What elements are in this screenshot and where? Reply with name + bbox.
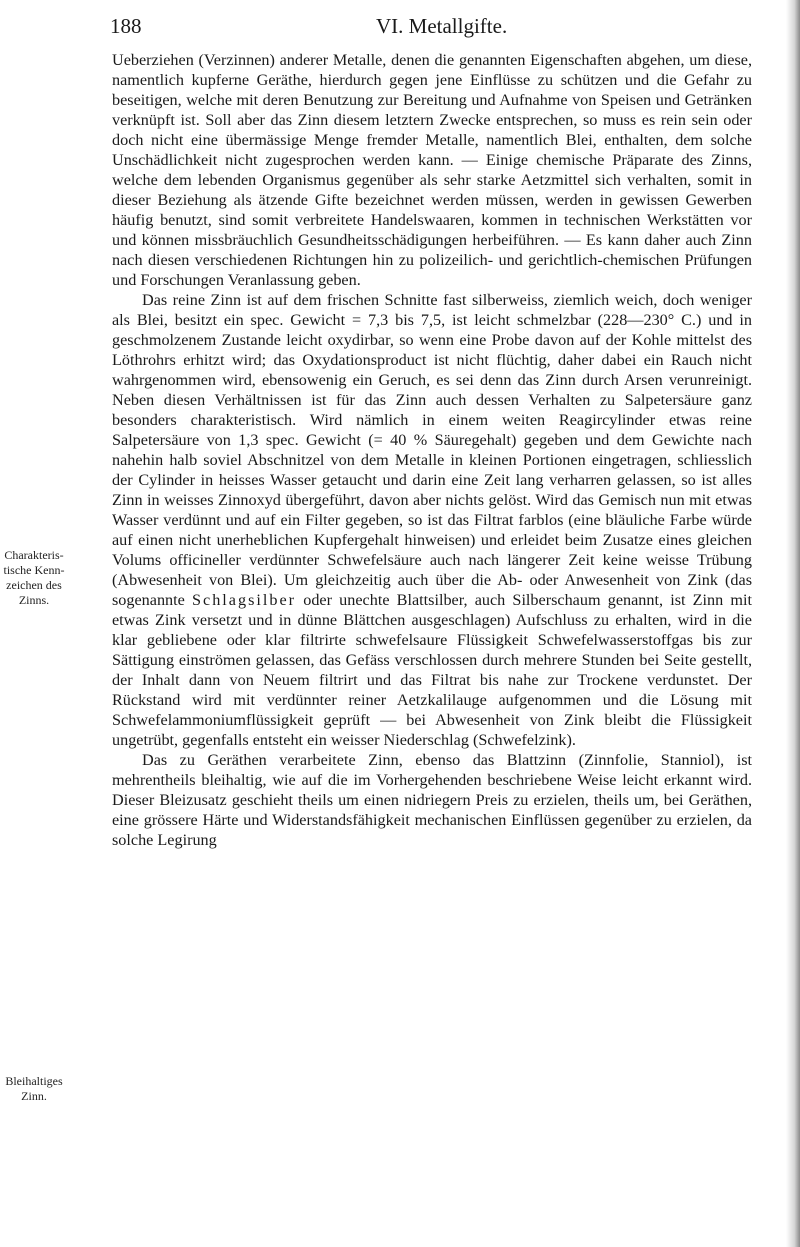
page-edge-shadow	[786, 0, 800, 1247]
term-schlagsilber: Schlagsilber	[192, 591, 297, 609]
page-header	[0, 14, 800, 44]
paragraph-kennzeichen-part-1: Das reine Zinn ist auf dem frischen Schnitte fast silberweiss, ziemlich weich, doch weniger als Blei, besitzt ein spec. Gewicht = 7,3 bis 7,5, ist leicht schmelzbar (228—230° C.) und in geschmolzenem Zustande leicht oxydirbar, so wenn eine Probe davon auf der Kohle mittelst des Löthrohrs erhitzt wird; das Oxydationsproduct ist nicht flüchtig, daher dabei ein Rauch nicht wahrgenommen wird, ebensowenig ein Geruch, es sei denn das Zinn durch Arsen verunreinigt. Neben diesen Verhältnissen ist für das Zinn auch dessen Verhalten zu Salpetersäure ganz besonders charakteristisch. Wird nämlich in einem weiten Reagircylinder etwas reine Salpetersäure von 1,3 spec. Gewicht (= 40 % Säuregehalt) gegeben und dem Gewichte nach nahehin halb soviel Abschnitzel von dem Metalle in kleinen Portionen eingetragen, schliesslich der Cylinder in heisses Wasser getaucht und darin eine Zeit lang verharren gelassen, so ist alles Zinn in weisses Zinnoxyd übergeführt, davon aber nichts gelöst. Wird das Gemisch nun mit etwas Wasser verdünnt und auf ein Filter gegeben, so ist das Filtrat farblos (eine bläuliche Farbe würde auf einen nicht unerheblichen Kupfergehalt hinweisen) und erleidet beim Zusatze eines gleichen Volums officineller verdünnter Schwefelsäure auch nach längerer Zeit keine weisse Trübung (Abwesenheit von Blei). Um gleichzeitig auch über die Ab- oder Anwesenheit von Zink (das sogenannte	[112, 291, 752, 609]
body-text	[112, 50, 752, 850]
running-head: VI. Metallgifte.	[376, 14, 508, 38]
paragraph-kennzeichen	[112, 290, 752, 750]
margin-note-zinn-kennzeichen: Charakteris-tische Kenn-zeichen des Zinns.	[3, 548, 65, 607]
margin-note-bleihaltiges-zinn: Bleihaltiges Zinn.	[5, 1074, 63, 1103]
paragraph-verzinnen: Ueberziehen (Verzinnen) anderer Metalle, denen die genannten Eigenschaften abgehen, um diese, namentlich kupferne Geräthe, hierdurch gegen jene Einflüsse zu schützen und die Gefahr zu beseitigen, welche mit deren Benutzung zur Bereitung und Aufnahme von Speisen und Getränken verknüpft ist. Soll aber das Zinn diesem letztern Zwecke entsprechen, so muss es rein sein oder doch nicht eine übermässige Menge fremder Metalle, namentlich Blei, enthalten, dem solche Unschädlichkeit nicht zugesprochen werden kann. — Einige chemische Präparate des Zinns, welche dem lebenden Organismus gegenüber als sehr starke Aetzmittel sich verhalten, somit in dieser Beziehung als ätzende Gifte bezeichnet werden müssen, werden in gewissen Gewerben häufig benutzt, sind somit verbreitete Handelswaaren, kommen in technischen Werkstätten vor und können missbräuchlich Gesundheitsschädigungen herbeiführen. — Es kann daher auch Zinn nach diesen verschiedenen Richtungen hin zu polizeilich- und gerichtlich-chemischen Prüfungen und Forschungen Veranlassung geben.	[112, 51, 752, 289]
page-number: 188	[110, 14, 142, 38]
paragraph-kennzeichen-part-2: oder unechte Blattsilber, auch Silberschaum genannt, ist Zinn mit etwas Zink versetzt und in dünne Blättchen ausgeschlagen) Aufschluss zu erhalten, wird in die klar gebliebene oder klar filtrirte schwefelsaure Flüssigkeit Schwefelwasserstoffgas bis zur Sättigung einströmen gelassen, das Gefäss verschlossen durch mehrere Stunden bei Seite gestellt, der Inhalt dann von Neuem filtrirt und das Filtrat bis nahe zur Trockene verdunstet. Der Rückstand wird mit verdünnter reiner Aetzkalilauge aufgenommen und die Lösung mit Schwefelammoniumflüssigkeit geprüft — bei Abwesenheit von Zink bleibt die Flüssigkeit ungetrübt, gegenfalls entsteht ein weisser Niederschlag (Schwefelzink).	[112, 591, 753, 749]
paragraph-bleihaltiges-zinn: Das zu Geräthen verarbeitete Zinn, ebenso das Blattzinn (Zinnfolie, Stanniol), ist mehrentheils bleihaltig, wie auf die im Vorhergehenden beschriebene Weise leicht erkannt wird. Dieser Bleizusatz geschieht theils um einen nidriegern Preis zu erzielen, theils um, bei Geräthen, eine grössere Härte und Widerstandsfähigkeit mechanischen Einflüssen gegenüber zu erzielen, da solche Legirung	[112, 751, 752, 849]
